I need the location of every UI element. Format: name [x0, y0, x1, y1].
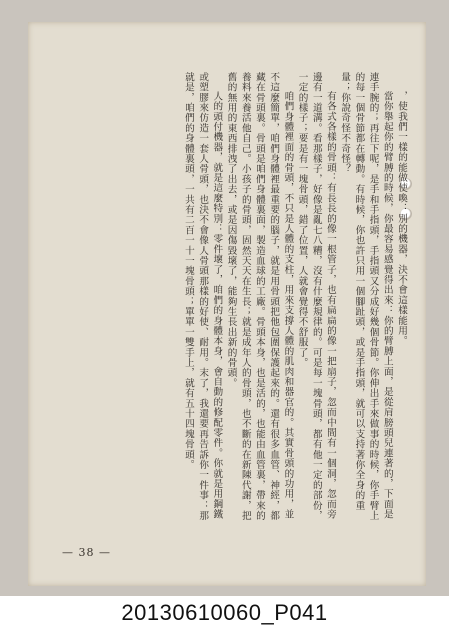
paragraph: ，使我們一樣的能做使喚：別的機器，決不會這樣能用。 — [396, 91, 407, 347]
paragraph: 當你舉起你的臂膊的時候，你最容易感覺得出來：你的臂膊上面，是從肩膀頭兒連著的，下面是連手腕的；再往下呢，是手和手指頭，手指頭又分成好幾個骨節。你伸出手來做事的時候，你手臂上的每一個骨節都在轉動。有時候，你也許只用一個腳趾頭，或是手指頭，就可以支持著你全身的重量；你說奇怪不奇怪？ — [339, 72, 393, 521]
image-caption: 20130610060_P041 — [121, 600, 328, 625]
page-number: — 38 — — [62, 546, 111, 559]
paragraph: 咱們身體裡面的骨頭，不只是人體的支柱，用來支撐人體的肌肉和器官的。其實骨頭的功用，並不這麼簡單，咱們身體裡最重要的腦子，就是用骨頭把他包圍保護起來的。還有很多血管、神經，都藏在骨頭裏。骨頭是咱們身體裏面，製造血球的工廠。骨頭本身，也是活的，也能由血管裏，帶來的養料來養活他自己。小孩子的骨頭，固然天天在生長；就是成年人的骨頭，也不斷的在新陳代謝，把舊的無用的東西排洩了出去，或是因傷毀壞了，能夠生長出新的骨頭。 — [225, 72, 294, 521]
vertical-text-block — [62, 72, 408, 522]
paragraph: 人的頭付機器，就是這麼特別：零件壞了，咱們的身體本身，會自動的修配零件。你就是用鋼鐵或塑膠來仿造一套人骨頭，也決不會像人骨頭那樣的好使、耐用。末了，我還要再告訴你一件事：那就是，咱們的身體裏頭，一共有二百一十一塊骨頭；單單一雙手上，就有五十四塊骨頭。 — [182, 72, 223, 521]
paragraph: 有各式各樣的骨頭：有長長的像一根管子，也有扁扁的像一把扇子，忽而中間有一個洞，忽而旁邊有一道溝。看那樣子，好像是亂七八糟，沒有什麼規律的。可是每一塊骨頭，都有他一定的部份，一定的樣子；要是有一塊骨頭，錯了位置，人就會覺得不舒服了。 — [296, 72, 336, 521]
